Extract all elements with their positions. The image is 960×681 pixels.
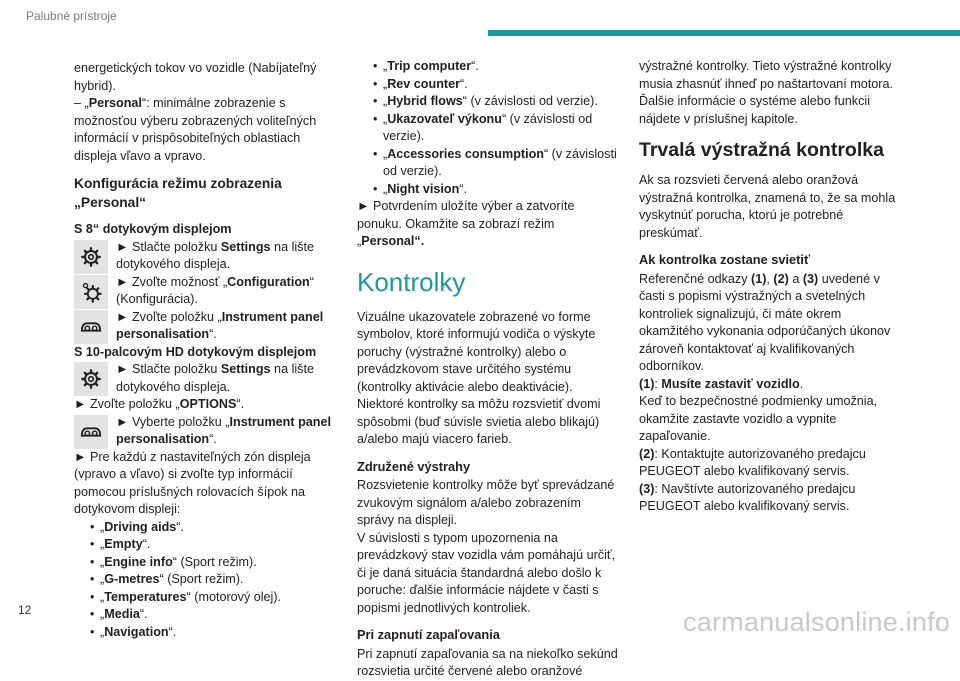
step-text xyxy=(116,309,336,344)
list-item: • „G-metres“ (Sport režim). xyxy=(86,571,336,589)
term-configuration: Configuration xyxy=(227,274,310,289)
text: ► Zvoľte položku „ xyxy=(74,397,180,411)
page-number: 12 xyxy=(18,603,32,617)
text: ► Stlačte položku xyxy=(116,239,221,254)
heading-zapnuti: Pri zapnutí zapaľovania xyxy=(357,627,500,642)
text: ► Potvrdením uložíte výber a zatvoríte ponuku. Okamžite sa zobrazí režim „ xyxy=(357,199,575,248)
list-item: • „Temperatures“ (motorový olej). xyxy=(86,589,336,607)
list-item-term: Empty xyxy=(104,537,143,551)
column-right xyxy=(639,58,901,516)
list-item: • „Driving aids“. xyxy=(86,519,336,537)
watermark: carmanualsonline.info xyxy=(683,607,950,637)
text: : Kontaktujte autorizovaného predajcu PEUGEOT alebo kvalifikovaný servis. xyxy=(639,446,866,478)
step-s10-options xyxy=(74,396,336,414)
step-s8-settings xyxy=(74,239,336,274)
list-item-rest: “ (v závislosti od verzie). xyxy=(383,146,617,178)
section-title-trvala: Trvalá výstražná kontrolka xyxy=(639,139,884,161)
ref-2: (2) xyxy=(773,271,789,286)
heading-config-personal: Konfigurácia režimu zobrazenia „Personal“ xyxy=(74,176,282,210)
instrument-panel-icon xyxy=(74,310,108,344)
list-item-rest: “. xyxy=(142,537,151,551)
paragraph-zdruzene-2: V súvislosti s typom upozornenia na prevádzkový stav vozidla vám pomáhajú určiť, či je daná situácia štandardná alebo došlo k poruche: ďalšie informácie nájdete v časti s popismi jednotlivých kontroliek. xyxy=(357,530,616,615)
note-label: (1) xyxy=(639,376,655,391)
step-s10-settings xyxy=(74,361,336,396)
note-3 xyxy=(639,481,901,516)
list-item-term: Temperatures xyxy=(104,589,187,604)
list-item: • „Empty“. xyxy=(86,536,336,554)
list-item-term: G-metres xyxy=(104,572,160,586)
text: “. xyxy=(236,397,245,411)
paragraph-zapnuti: Pri zapnutí zapaľovania sa na niekoľko sekúnd rozsvietia určité červené alebo oranžové xyxy=(357,646,618,678)
running-header: Palubné prístroje xyxy=(26,9,117,23)
column-left xyxy=(74,60,336,641)
step-text xyxy=(116,414,336,449)
paragraph-confirm xyxy=(357,198,619,251)
step-text xyxy=(116,361,336,396)
paragraph-kontrolky: Vizuálne ukazovatele zobrazené vo forme symbolov, ktoré informujú vodiča o výskyte poruchy (výstražné kontrolky) alebo o prevádzkovom stave určitého systému (kontrolky aktivácie alebo deaktivácie). Niektoré kontrolky sa môžu rozsvietiť dvomi spôsobmi (buď súvisle svietia alebo blikajú) a/alebo majú viacero farieb. xyxy=(357,309,601,446)
text: : xyxy=(654,376,662,391)
list-item-term: Ukazovateľ výkonu xyxy=(387,111,502,126)
list-item-term: Engine info xyxy=(104,554,173,569)
list-item: • „Hybrid flows“ (v závislosti od verzie). xyxy=(369,93,619,111)
list-display-options-1 xyxy=(74,519,336,642)
text: , xyxy=(766,271,774,286)
list-item: • „Engine info“ (Sport režim). xyxy=(86,554,336,572)
note-1 xyxy=(639,376,901,394)
gear-small-icon xyxy=(74,275,108,309)
note-1-text: Keď to bezpečnostné podmienky umožnia, okamžite zastavte vozidlo a vypnite zapaľovanie. xyxy=(639,394,878,443)
list-item-rest: “. xyxy=(471,59,479,73)
list-item-rest: “ (Sport režim). xyxy=(172,554,257,569)
gear-icon xyxy=(74,240,108,274)
term-options: OPTIONS xyxy=(179,397,237,411)
text: “. xyxy=(209,327,217,341)
list-item: • „Trip computer“. xyxy=(369,58,619,76)
list-item-rest: “. xyxy=(460,76,468,91)
paragraph-zones: ► Pre každú z nastaviteľných zón displeja (vpravo a vľavo) si zvoľte typ informácií pomocou príslušných rolovacích šípok na dotykovom displeji: xyxy=(74,449,311,516)
term-personal: Personal“. xyxy=(361,234,425,248)
text: “. xyxy=(209,432,217,446)
paragraph-energy: energetických tokov vo vozidle (Nabíjateľný hybrid). xyxy=(74,61,317,93)
list-item-term: Accessories consumption xyxy=(387,146,544,161)
heading-zostane-svietit: Ak kontrolka zostane svietiť xyxy=(639,252,811,267)
step-text xyxy=(116,239,336,274)
paragraph-references xyxy=(639,271,901,376)
ref-3: (3) xyxy=(802,271,819,286)
list-item-rest: “. xyxy=(176,519,184,534)
list-item-rest: “. xyxy=(168,624,177,639)
text: ► Zvoľte položku „ xyxy=(116,309,222,324)
text: “ (Konfigurácia). xyxy=(116,274,314,306)
text: na lište dotykového displeja. xyxy=(116,239,314,271)
step-text xyxy=(116,274,336,309)
text: ► Zvoľte možnosť „ xyxy=(116,274,228,289)
note-label: (3) xyxy=(639,481,655,496)
paragraph-trvala: Ak sa rozsvieti červená alebo oranžová výstražná kontrolka, znamená to, že sa mohla vyskytnúť porucha, ktorú je potrebné preskúmať. xyxy=(639,173,896,240)
step-s8-configuration xyxy=(74,274,336,309)
list-item: • „Navigation“. xyxy=(86,624,336,642)
list-item: • „Night vision“. xyxy=(369,181,619,199)
step-s10-instrument-panel xyxy=(74,414,336,449)
list-item: • „Accessories consumption“ (v závislosti od verzie). xyxy=(369,146,619,181)
heading-s8-display: S 8“ dotykovým displejom xyxy=(74,222,232,236)
list-item: • „Rev counter“. xyxy=(369,76,619,94)
text-personal-desc: “: minimálne zobrazenie s možnosťou výberu zobrazených voliteľných informácií v prispôsobiteľných oblastiach displeja vľavo a vpravo. xyxy=(74,96,317,163)
list-item: • „Ukazovateľ výkonu“ (v závislosti od verzie). xyxy=(369,111,619,146)
list-item-term: Navigation xyxy=(104,624,169,639)
term-instrument-panel: Instrument panel personalisation xyxy=(116,414,331,446)
paragraph-warning-lights: výstražné kontrolky. Tieto výstražné kontrolky musia zhasnúť ihneď po naštartovaní motora. Ďalšie informácie o systéme alebo funkcii nájdete v príslušnej kapitole. xyxy=(639,59,893,126)
list-item-term: Trip computer xyxy=(387,59,472,73)
text: a xyxy=(788,271,803,286)
list-item-rest: “. xyxy=(459,181,467,196)
instrument-panel-icon xyxy=(74,415,108,449)
list-item-term: Media xyxy=(104,607,140,621)
list-item-rest: “ (Sport režim). xyxy=(159,572,244,586)
paragraph-personal xyxy=(74,95,336,165)
header-accent-bar xyxy=(488,30,960,36)
step-s8-instrument-panel xyxy=(74,309,336,344)
gear-icon xyxy=(74,362,108,396)
text: . xyxy=(799,376,804,391)
list-item-rest: “. xyxy=(139,607,148,621)
note-1-emphasis: Musíte zastaviť vozidlo xyxy=(661,376,800,391)
term-instrument-panel: Instrument panel personalisation xyxy=(116,309,324,341)
paragraph-zdruzene-1: Rozsvietenie kontrolky môže byť sprevádzané zvukovým signálom a/alebo zobrazením správy na displeji. xyxy=(357,478,615,527)
list-item-term: Hybrid flows xyxy=(387,94,463,108)
note-label: (2) xyxy=(639,446,655,461)
list-item-rest: “ (motorový olej). xyxy=(186,589,282,604)
list-item-term: Night vision xyxy=(387,181,460,196)
list-item-rest: “ (v závislosti od verzie). xyxy=(462,94,598,108)
text-prefix: – „ xyxy=(74,96,89,110)
term-settings: Settings xyxy=(220,362,271,376)
heading-zdruzene: Združené výstrahy xyxy=(357,458,471,474)
text: ► Stlačte položku xyxy=(116,362,221,376)
list-item-rest: “ (v závislosti od verzie). xyxy=(383,111,593,143)
heading-s10-display: S 10-palcovým HD dotykovým displejom xyxy=(74,344,317,359)
column-middle xyxy=(357,58,619,681)
text: uvedené v časti s popismi výstražných a svetelných kontroliek signalizujú, či máte okrem okamžitého vykonania odporúčaných úkonov zároveň kontaktovať aj kvalifikovaných odborníkov. xyxy=(639,271,891,373)
list-item: • „Media“. xyxy=(86,606,336,624)
list-display-options-2 xyxy=(357,58,619,198)
note-2 xyxy=(639,446,901,481)
list-item-term: Driving aids xyxy=(104,519,177,534)
term-settings: Settings xyxy=(220,239,271,254)
text: Referenčné odkazy xyxy=(639,271,752,286)
text: : Navštívte autorizovaného predajcu PEUGEOT alebo kvalifikovaný servis. xyxy=(639,481,856,513)
term-personal: Personal xyxy=(88,96,142,110)
section-title-kontrolky: Kontrolky xyxy=(357,266,466,297)
ref-1: (1) xyxy=(751,271,767,286)
text: ► Vyberte položku „ xyxy=(116,414,230,429)
list-item-term: Rev counter xyxy=(387,76,460,91)
text: na lište dotykového displeja. xyxy=(116,362,314,394)
